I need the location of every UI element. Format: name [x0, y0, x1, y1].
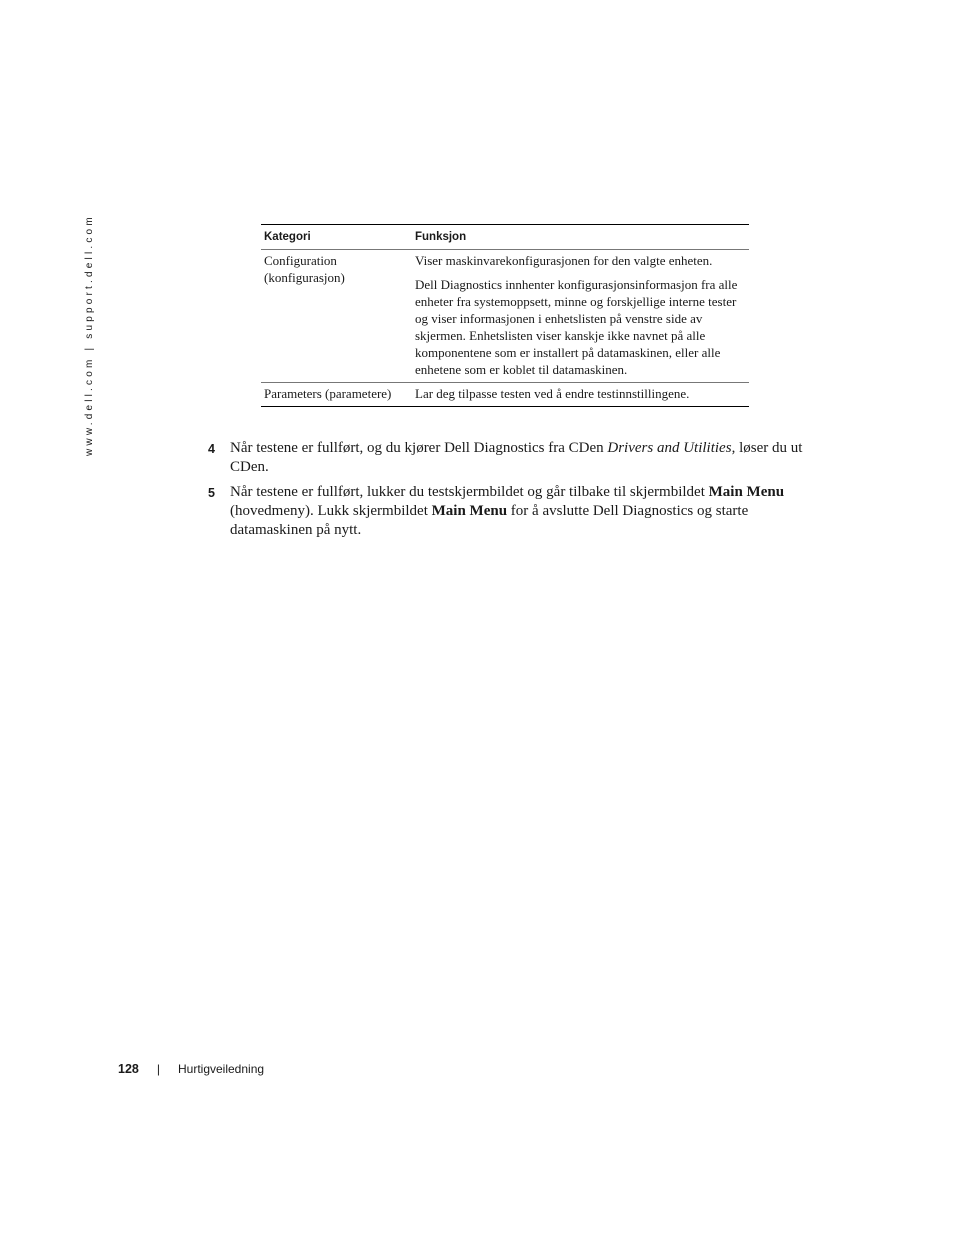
row-function-para: Lar deg tilpasse testen ved å endre testinnstillingene. [415, 386, 690, 401]
row-category [261, 250, 413, 382]
row-category-sub: (konfigurasjon) [264, 270, 345, 285]
row-function-para: Dell Diagnostics innhenter konfigurasjonsinformasjon fra alle enheter fra systemoppsett, minne og forskjellige interne tester og viser informasjonen i enhetslisten på venstre side av skjermen. Enhetslisten viser kanskje ikke navnet på alle komponentene som er installert på datamaskinen, eller alle enhetene som er koblet til datamaskinen. [415, 277, 738, 377]
step-5 [208, 483, 808, 540]
table-row [261, 383, 749, 406]
step-number: 5 [208, 486, 215, 500]
table-row [261, 250, 749, 383]
main-menu-term: Main Menu [431, 503, 508, 519]
side-url-text: www.dell.com | support.dell.com [84, 214, 95, 456]
step-text: Når testene er fullført, og du kjører Dell Diagnostics fra CDen Drivers and Utilities, løser du ut CDen. [230, 440, 803, 475]
row-function [413, 383, 749, 406]
footer-separator: | [156, 1062, 160, 1076]
row-function [413, 250, 749, 382]
main-menu-term: Main Menu [708, 484, 785, 500]
step-4 [208, 439, 808, 477]
page-number: 128 [118, 1062, 139, 1076]
row-function-para: Viser maskinvarekonfigurasjonen for den valgte enheten. [415, 253, 713, 268]
page-footer [118, 1062, 264, 1076]
header-funksjon: Funksjon [415, 230, 467, 243]
step-text: Når testene er fullført, lukker du testskjermbildet og går tilbake til skjermbildet Main Menu (hovedmeny). Lukk skjermbildet Main Menu for å avslutte Dell Diagnostics og starte datamaskinen på nytt. [230, 484, 785, 538]
header-kategori: Kategori [264, 230, 311, 243]
step-number: 4 [208, 442, 215, 456]
row-category: Parameters (parametere) [264, 386, 392, 401]
category-function-table [261, 224, 749, 407]
row-category-name: Configuration [264, 253, 337, 268]
cd-name: Drivers and Utilities [607, 440, 732, 456]
table-header [261, 225, 749, 250]
section-title: Hurtigveiledning [177, 1062, 265, 1076]
